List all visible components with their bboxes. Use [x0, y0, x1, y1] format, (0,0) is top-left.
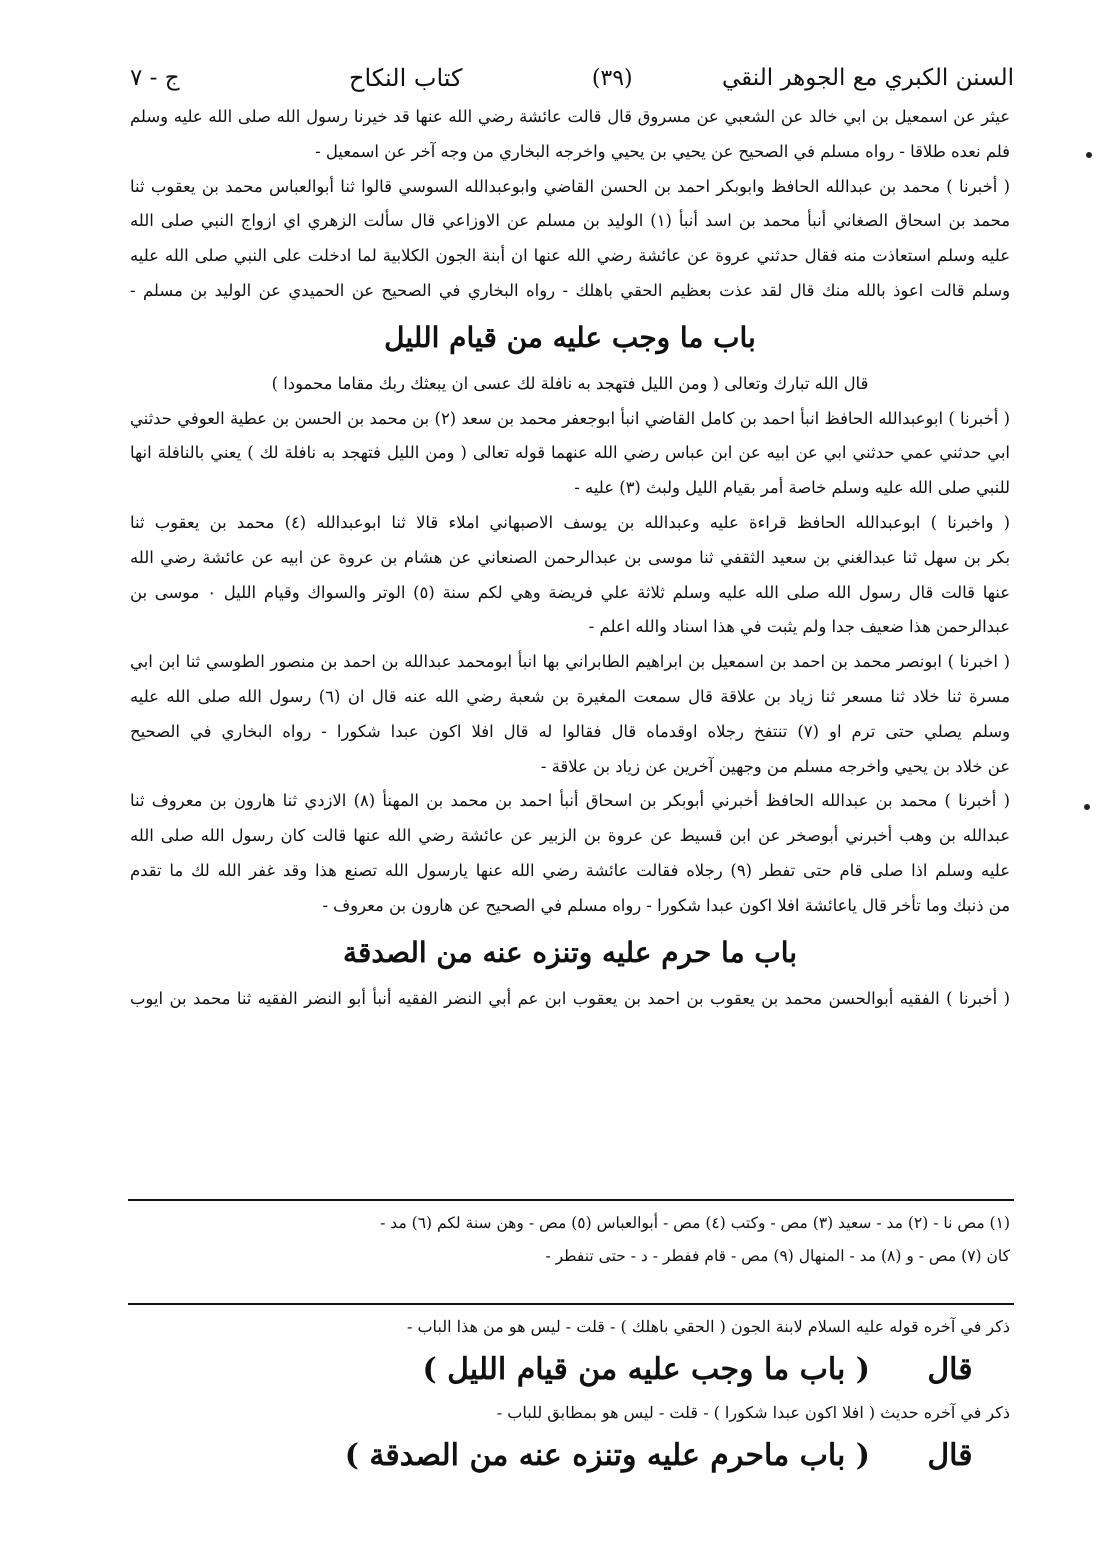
text-line: عبدالله بن وهب أخبرني أبوصخر عن ابن قسيط عن عروة بن الزبير عن عائشة رضي الله عنها قالت كان رسول الله صلى الله [130, 826, 1010, 846]
book-title: السنن الكبري مع الجوهر النقي [722, 65, 1014, 91]
qal-label: قال [927, 1352, 973, 1387]
text-line: عليه وسلم اذا صلى قام حتى تفطر (٩) رجلاه فقالت عائشة رضي الله عنها يارسول الله تصنع هذا وقد غفر الله لك ما تقدم [130, 860, 1010, 880]
page-header [130, 58, 1014, 98]
footnote-divider [128, 1199, 1014, 1201]
chapter-title: كتاب النكاح [348, 64, 463, 92]
text-line: ( أخبرنا ) محمد بن عبدالله الحافظ أخبرني أبوبكر بن اسحاق أنبأ احمد بن محمد بن المهنأ (٨) الازدي ثنا هارون بن معروف ثنا [130, 791, 1010, 811]
text-line: للنبي صلى الله عليه وسلم خاصة أمر بقيام الليل ولبث (٣) عليه - [574, 478, 1010, 498]
text-line: وسلم قالت اعوذ بالله منك قال لقد عذت بعظيم الحقي باهلك - رواه البخاري في الصحيح عن الحميدي عن الوليد بن مسلم - [130, 280, 1010, 300]
text-line: بكر بن سهل ثنا عبدالغني بن سعيد الثقفي ثنا موسى بن عبدالرحمن الصنعاني عن هشام بن عروة عن ابيه عن عائشة رضي الله [130, 547, 1010, 567]
text-line: محمد بن اسحاق الصغاني أنبأ محمد بن اسد أنبأ (١) الوليد بن مسلم عن الاوزاعي قال سألت الزهري اي ازواج النبي صلى الله [130, 211, 1010, 231]
section-title: باب ما وجب عليه من قيام الليل [384, 320, 756, 354]
page-number: (٣٩) [591, 65, 633, 91]
text-line: من ذنبك وما تأخر قال ياعائشة افلا اكون عبدا شكورا - رواه مسلم في الصحيح عن هارون بن معروف - [322, 895, 1010, 915]
text-line: ابي حدثني عمي حدثني ابي عن ابيه عن ابن عباس رضي الله عنهما قوله تعالى ( ومن الليل فتهجد به نافلة لك ) يعني بالنافلة انها [130, 443, 1010, 463]
commentary-line: ذكر في آخره قوله عليه السلام لابنة الجون ( الحقي باهلك ) - قلت - ليس هو من هذا الباب - [406, 1317, 1010, 1336]
footnote-line: (١) مص نا - (٢) مد - سعيد (٣) مص - وكتب (٤) مص - أبوالعباس (٥) مص - وهن سنة لكم (٦) مد - [380, 1214, 1010, 1232]
text-line: عبدالرحمن هذا ضعيف جدا ولم يثبت في هذا اسناد والله اعلم - [588, 617, 1010, 637]
main-text [130, 100, 1010, 1016]
margin-mark [1084, 804, 1090, 810]
commentary-bab-title: ( باب ما وجب عليه من قيام الليل ) [422, 1352, 870, 1387]
commentary-divider [128, 1303, 1014, 1305]
footnotes [130, 1207, 1010, 1273]
text-line: مسرة ثنا خلاد ثنا مسعر ثنا زياد بن علاقة قال سمعت المغيرة بن شعبة رضي الله عنه قال ان (٦) رسول الله صلى الله عليه [130, 686, 1010, 706]
text-line: ( اخبرنا ) ابونصر محمد بن احمد بن اسمعيل بن ابراهيم الطابراني بها انبأ ابومحمد عبدالله بن احمد بن منصور الطوسي ثنا ابن ابي [130, 652, 1010, 672]
commentary-bab-title: ( باب ماحرم عليه وتنزه عنه من الصدقة ) [344, 1438, 870, 1473]
text-line: ( أخبرنا ) محمد بن عبدالله الحافظ وابوبكر احمد بن الحسن القاضي وابوعبدالله السوسي قالوا ثنا أبوالعباس محمد بن يعقوب ثنا [130, 176, 1010, 196]
text-line: ( أخبرنا ) ابوعبدالله الحافظ انبأ احمد بن كامل القاضي انبأ ابوجعفر محمد بن سعد (٢) بن محمد بن الحسن بن عطية العوفي حدثني [130, 408, 1010, 428]
text-line: عيثر عن اسمعيل بن ابي خالد عن الشعبي عن مسروق قال قالت عائشة رضي الله عنها قد خيرنا رسول الله صلى الله عليه وسلم [130, 107, 1010, 126]
text-line: ( واخبرنا ) ابوعبدالله الحافظ قراءة عليه وعبدالله بن يوسف الاصبهاني املاء قالا ثنا ابوعبدالله (٤) محمد بن يعقوب ثنا [130, 512, 1010, 532]
margin-mark [1086, 152, 1092, 158]
text-line: ( أخبرنا ) الفقيه أبوالحسن محمد بن يعقوب بن احمد بن يعقوب ابن عم أبي النضر الفقيه أنبأ أبو النضر الفقيه ثنا محمد بن ايوب [130, 988, 1010, 1008]
footnote-line: كان (٧) مص - و (٨) مد - المنهال (٩) مص - قام ففطر - د - حتى تنفطر - [545, 1247, 1010, 1265]
commentary-heading [130, 1346, 1010, 1394]
text-line: وسلم يصلي حتى ترم او (٧) تنتفخ رجلاه اوقدماه قال فقالوا له قال افلا اكون عبدا شكورا - رواه البخاري في الصحيح [130, 721, 1010, 741]
text-line: عنها قالت قال رسول الله صلى الله عليه وسلم ثلاثة علي فريضة وهي لكم سنة (٥) الوتر والسواك وقيام الليل ٠ موسى بن [130, 582, 1010, 602]
text-line: عن خلاد بن يحيي واخرجه مسلم من وجهين آخرين عن زياد بن علاقة - [540, 756, 1010, 776]
commentary-heading [130, 1432, 1010, 1480]
commentary-line: ذكر في آخره حديث ( افلا اكون عبدا شكورا ) - قلت - ليس هو بمطابق للباب - [496, 1403, 1010, 1422]
text-line: فلم نعده طلاقا - رواه مسلم في الصحيح عن يحيي بن يحيي واخرجه البخاري من وجه آخر عن اسمعيل - [315, 141, 1010, 161]
text-line: عليه وسلم استعاذت منه فقال حدثني عروة عن عائشة رضي الله عنها ان أبنة الجون الكلابية لما ادخلت على النبي صلى الله عليه [130, 246, 1010, 266]
section-title: باب ما حرم عليه وتنزه عنه من الصدقة [342, 935, 798, 969]
qal-label: قال [927, 1438, 973, 1473]
commentary [130, 1308, 1010, 1480]
quran-verse: قال الله تبارك وتعالى ( ومن الليل فتهجد به نافلة لك عسى ان يبعثك ربك مقاما محمودا ) [271, 373, 869, 393]
volume-number: ج - ٧ [130, 65, 180, 91]
